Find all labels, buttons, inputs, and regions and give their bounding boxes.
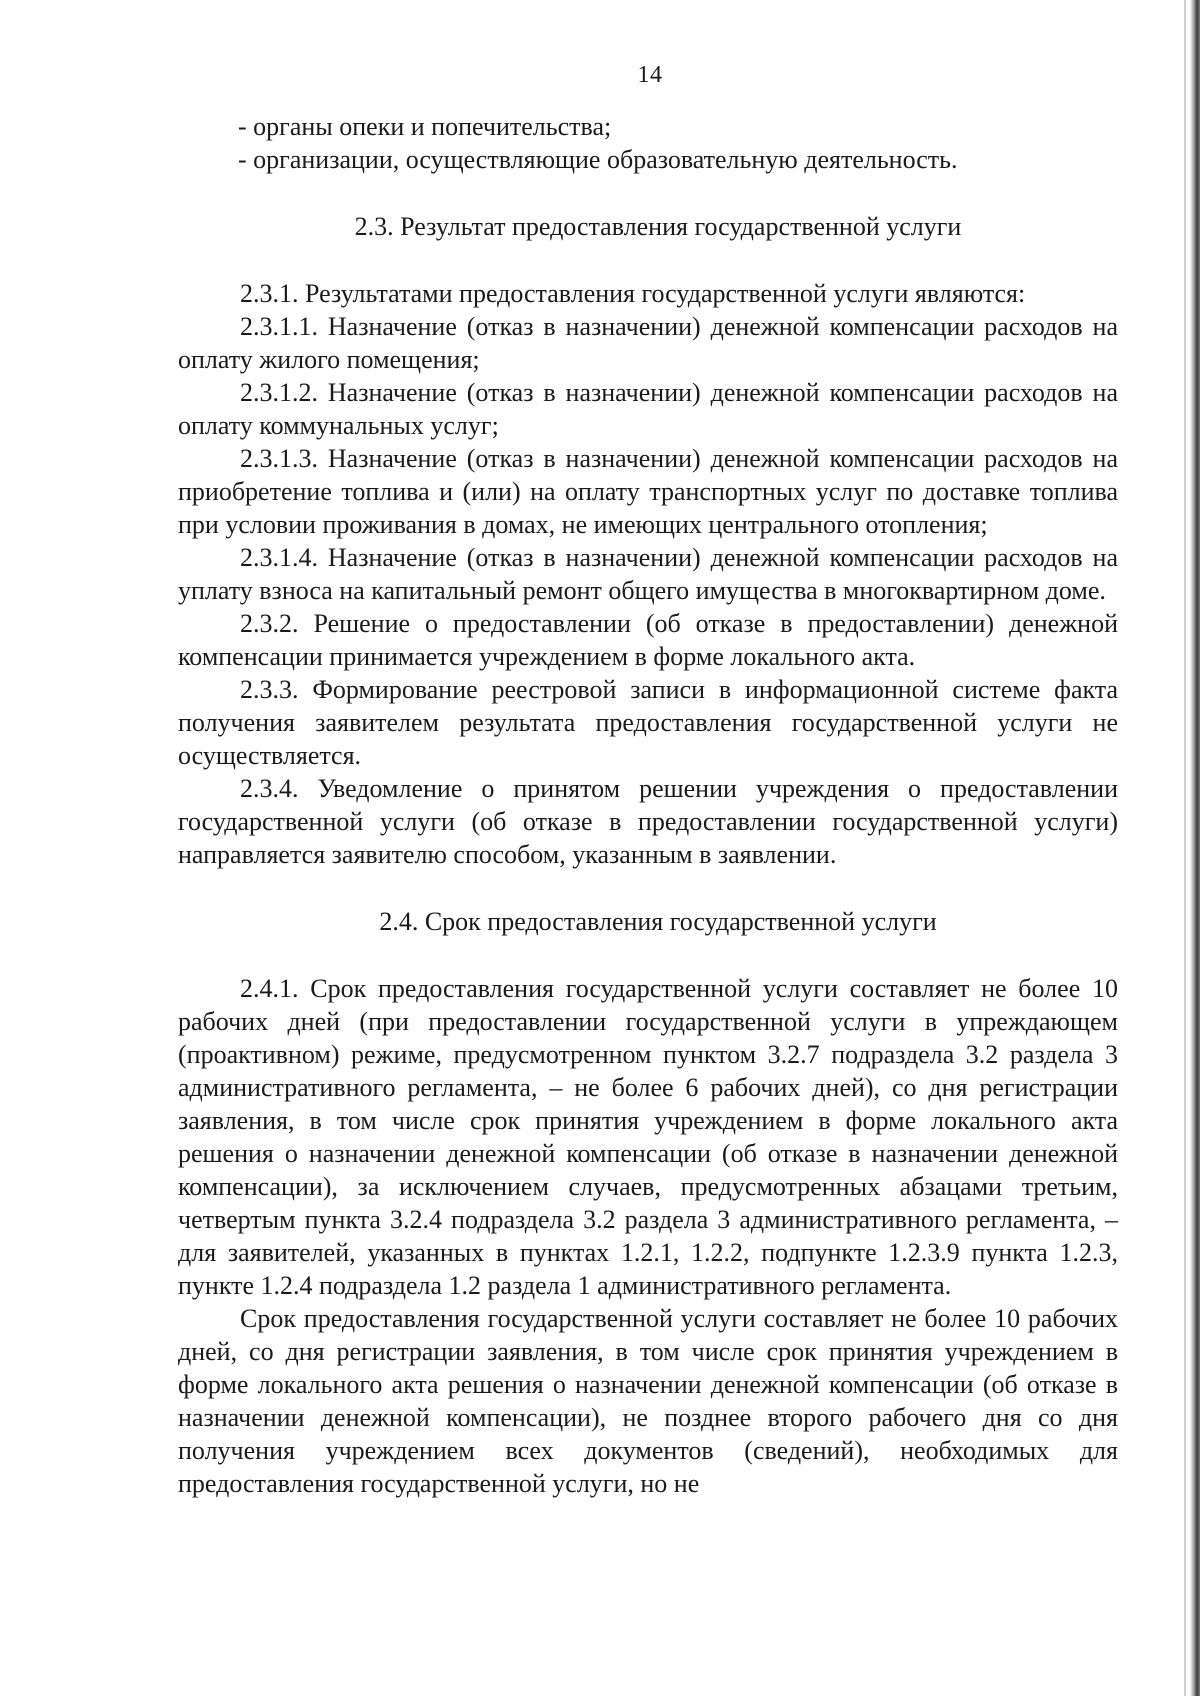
scan-edge-line [1184,0,1186,1696]
list-item-education-orgs: - организации, осуществляющие образовательную деятельность. [238,145,958,174]
paragraph-2-3-1: 2.3.1. Результатами предоставления государственной услуги являются: [240,279,1026,308]
paragraph-2-3-3: 2.3.3. Формирование реестровой записи в информационной системе факта получения заявителем результата предоставления государственной услуги не осуществляется. [178,675,1118,770]
section-heading-2-3: 2.3. Результат предоставления государственной услуги [354,212,962,241]
paragraph-2-4-1: 2.4.1. Срок предоставления государственной услуги составляет не более 10 рабочих дней (при предоставлении государственной услуги в упреждающем (проактивном) режиме, предусмотренном пунктом 3.2.7 подраздела 3.2 раздела 3 административного регламента, – не более 6 рабочих дней), со дня регистрации заявления, в том числе срок принятия учреждением в форме локального акта решения о назначении денежной компенсации (об отказе в назначении денежной компенсации), за исключением случаев, предусмотренных абзацами третьим, четвертым пункта 3.2.4 подраздела 3.2 раздела 3 административного регламента, – для заявителей, указанных в пунктах 1.2.1, 1.2.2, подпункте 1.2.3.9 пункта 1.2.3, пункте 1.2.4 подраздела 1.2 раздела 1 административного регламента. [178,974,1118,1300]
paragraph-2-3-1-1: 2.3.1.1. Назначение (отказ в назначении) денежной компенсации расходов на оплату жилого помещения; [178,312,1118,374]
scan-edge-shadow [1190,0,1200,1696]
section-heading-2-4: 2.4. Срок предоставления государственной услуги [379,907,937,936]
paragraph-2-4-1-second: Срок предоставления государственной услуги составляет не более 10 рабочих дней, со дня регистрации заявления, в том числе срок принятия учреждением в форме локального акта решения о назначении денежной компенсации (об отказе в назначении денежной компенсации), не позднее второго рабочего дня со дня получения учреждением всех документов (сведений), необходимых для предоставления государственной услуги, но не [178,1304,1118,1498]
list-item-guardianship: - органы опеки и попечительства; [238,112,612,141]
paragraph-2-3-1-3: 2.3.1.3. Назначение (отказ в назначении) денежной компенсации расходов на приобретение топлива и (или) на оплату транспортных услуг по доставке топлива при условии проживания в домах, не имеющих центрального отопления; [178,444,1118,539]
paragraph-2-3-4: 2.3.4. Уведомление о принятом решении учреждения о предоставлении государственной услуги (об отказе в предоставлении государственной услуги) направляется заявителю способом, указанным в заявлении. [178,774,1118,869]
page-number: 14 [637,62,663,88]
paragraph-2-3-1-2: 2.3.1.2. Назначение (отказ в назначении) денежной компенсации расходов на оплату коммунальных услуг; [178,378,1118,440]
paragraph-2-3-1-4: 2.3.1.4. Назначение (отказ в назначении) денежной компенсации расходов на уплату взноса на капитальный ремонт общего имущества в многоквартирном доме. [178,543,1118,605]
paragraph-2-3-2: 2.3.2. Решение о предоставлении (об отказе в предоставлении) денежной компенсации принимается учреждением в форме локального акта. [178,609,1118,671]
document-body [178,110,1118,1500]
